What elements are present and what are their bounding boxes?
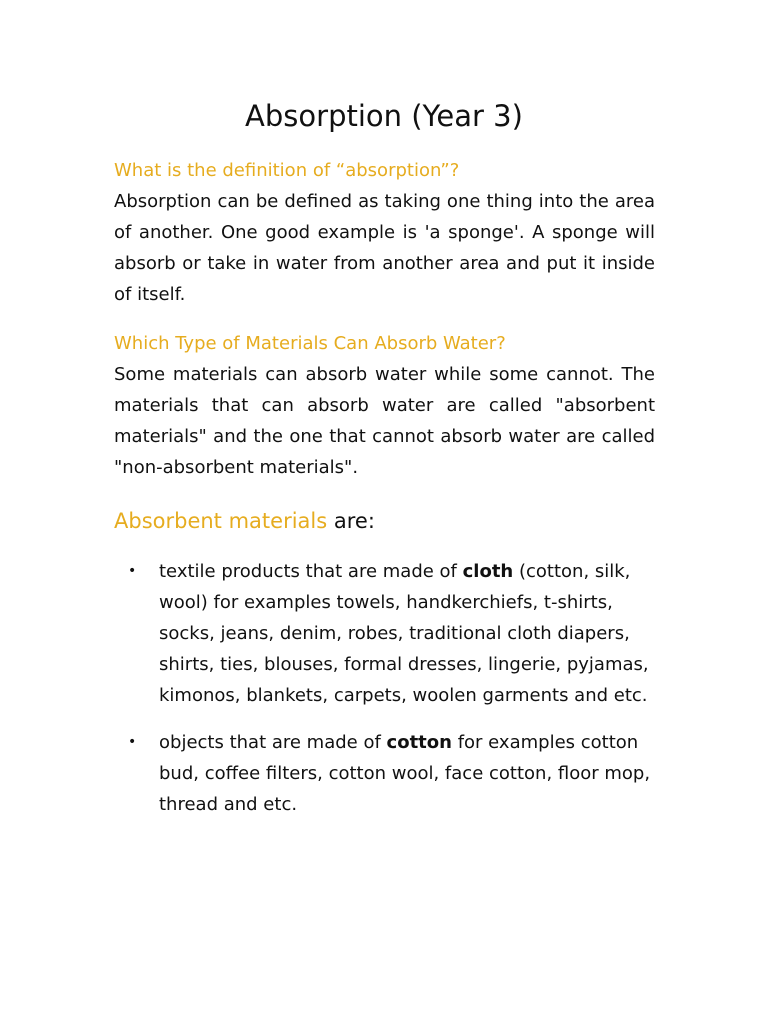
item-text-before: textile products that are made of [159,561,463,582]
item-keyword: cotton [386,732,452,753]
absorbent-materials-heading [114,504,375,538]
item-text-after: for examples cotton bud, coffee filters, cotton wool, face cotton, floor mop, thread and etc. [159,732,651,815]
item-keyword: cloth [462,561,514,582]
item-text-before: objects that are made of [159,732,387,753]
materials-question: Which Type of Materials Can Absorb Water? [114,333,506,354]
subheading-highlight: Absorbent materials [114,509,328,533]
materials-paragraph: Some materials can absorb water while some cannot. The materials that can absorb water are called "absorbent materials" and the one that cannot absorb water are called "non-absorbent materials". [114,364,655,478]
bullet-icon: • [128,563,137,579]
list-item [114,556,674,711]
page-title: Absorption (Year 3) [245,99,523,133]
definition-paragraph: Absorption can be defined as taking one thing into the area of another. One good example is 'a sponge'. A sponge will absorb or take in water from another area and put it inside of itself. [114,191,655,305]
item-text-after: (cotton, silk, wool) for examples towels, handkerchiefs, t-shirts, socks, jeans, denim, robes, traditional cloth diapers, shirts, ties, blouses, formal dresses, lingerie, pyjamas, kimonos, blankets, carpets, woolen garments and etc. [159,561,649,706]
materials-section [114,329,655,483]
absorbent-list [114,556,674,820]
bullet-icon: • [128,734,137,750]
subheading-rest: are: [327,509,375,533]
definition-section [114,156,655,310]
list-item [114,727,674,820]
definition-question: What is the definition of “absorption”? [114,160,460,181]
